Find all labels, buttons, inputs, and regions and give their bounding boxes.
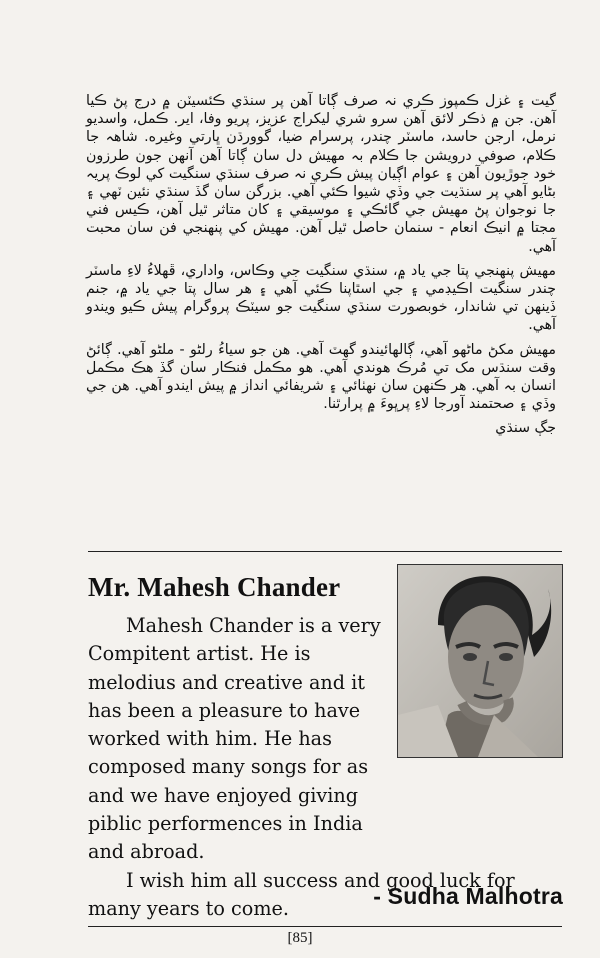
- sindhi-article: [86, 92, 556, 438]
- page-number: [85]: [287, 930, 313, 946]
- tribute-signature: - Sudha Malhotra: [373, 883, 563, 909]
- english-paragraph-1: Mahesh Chander is a very Compitent artist. He is melodius and creative and it has been a pleasure to have worked with him. He has composed many songs for as and we have enjoyed giving piblic performences in India and abroad.: [88, 614, 381, 864]
- sindhi-paragraph-3: مهيش مکڻ ماڻهو آهي، ڳالهائيندو گهٽ آهي. هن جو سياءُ رلڻو - ملڻو آهي. ڳائڻ وقت سنڌس مک تي مُرڪ هوندي آهي. هو مڪمل فنڪار سان گڏ هڪ مڪمل انسان بہ آهي. هر ڪنهن سان نهٺائي ۽ شريفائي انداز ۾ پيش ايندو آهي. هن جي وڏي ۽ صحتمند آورجا لاءِ پرڀوءَ ۾ پرارٿنا.: [86, 341, 556, 413]
- footer-divider: [88, 926, 562, 927]
- english-paragraph-2: I wish him all success and good luck for many years to come.: [88, 868, 515, 920]
- sindhi-paragraph-1: گيت ۽ غزل ڪمپوز ڪري نہ صرف ڳاتا آهن پر سنڌي ڪئسيٽن ۾ درج پڻ ڪيا آهن. جن ۾ ذڪر لائق آهن سرو شري ليکراج عزيز، پريو وفا، اير. ڪمل، واسديو نرمل، ارجن حاسد، ماسٽر چندر، پرسرام ضيا، گوورڌن ڀارتي وغيره. شاهہ جا ڪلام، صوفي درويشن جا ڪلام بہ مهيش دل سان ڳاتا آهن آنهن جون طرزون خود جوڙيون آهن ۽ عوام اڳيان پيش ڪري نہ صرف سنڌي سنگيت کي لوڪ پريہ بڻايو آهي پر سنڌيت جي وڏي شيوا ڪئي آهي. بزرگن سان گڏ سنڌي نئين ٽهي ۽ جا نوجوان پڻ مهيش جي گائڪي ۽ موسيقي ۽ کان متاثر ٿيل آهن، ڪيس فني مجتا ۾ انيڪ انعام - سنمان حاصل ٿيل آهن. مهيش کي پنهنجي فن سان محبت آهي.: [86, 93, 556, 255]
- sindhi-author-signature: جڳ سنڌي: [495, 420, 556, 437]
- section-title: Mr. Mahesh Chander: [88, 572, 341, 602]
- sindhi-paragraph-2: مهيش پنهنجي پتا جي ياد ۾، سنڌي سنگيت جي وڪاس، واداري، ڦهلاءُ لاءِ ماسٽر چندر سنگيت اڪيڊمي ۽ جي اسٿاپنا ڪئي آهي ۽ هر سال پتا جي ياد ۾، جنم ڏينهن تي شاندار، خوبصورت سنڌي سنگيت جو سيٽڪ پروگرام پيش ڪيو ويندو آهي.: [86, 262, 556, 334]
- section-divider-top: [88, 551, 562, 552]
- portrait-photo: [397, 564, 563, 758]
